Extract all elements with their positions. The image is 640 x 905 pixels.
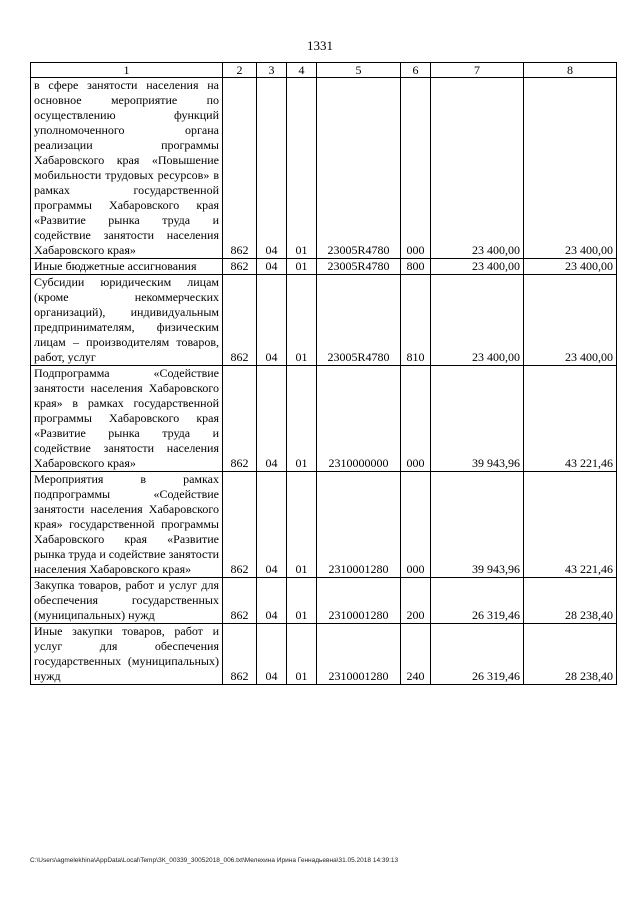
row-description: Мероприятия в рамках подпрограммы «Содействие занятости населения Хабаровского края» государственной программы Хабаровского края «Развитие рынка труда и содействие занятости населения Хабаровского края»	[31, 472, 223, 578]
subsection-code: 01	[287, 259, 317, 275]
header-row	[31, 63, 617, 78]
target-article-code: 2310001280	[317, 578, 401, 624]
section-code: 04	[257, 366, 287, 472]
section-code: 04	[257, 624, 287, 685]
header-cell: 8	[524, 63, 617, 78]
expense-type-code: 240	[401, 624, 431, 685]
row-description: в сфере занятости населения на основное мероприятие по осуществлению функций уполномоченного органа реализации программы Хабаровского края «Повышение мобильности трудовых ресурсов» в рамках государственной программы Хабаровского края «Развитие рынка труда и содействие занятости населения Хабаровского края»	[31, 78, 223, 259]
header-cell: 7	[431, 63, 524, 78]
subsection-code: 01	[287, 624, 317, 685]
amount-col-8: 43 221,46	[524, 472, 617, 578]
target-article-code: 23005R4780	[317, 275, 401, 366]
ministry-code: 862	[223, 275, 257, 366]
section-code: 04	[257, 578, 287, 624]
table-row	[31, 578, 617, 624]
target-article-code: 2310001280	[317, 472, 401, 578]
row-description: Подпрограмма «Содействие занятости населения Хабаровского края» в рамках государственной программы Хабаровского края «Развитие рынка труда и содействие занятости населения Хабаровского края»	[31, 366, 223, 472]
section-code: 04	[257, 78, 287, 259]
subsection-code: 01	[287, 78, 317, 259]
section-code: 04	[257, 275, 287, 366]
ministry-code: 862	[223, 259, 257, 275]
target-article-code: 23005R4780	[317, 78, 401, 259]
section-code: 04	[257, 259, 287, 275]
target-article-code: 2310001280	[317, 624, 401, 685]
ministry-code: 862	[223, 624, 257, 685]
budget-table	[30, 62, 617, 685]
amount-col-7: 26 319,46	[431, 578, 524, 624]
amount-col-8: 28 238,40	[524, 624, 617, 685]
amount-col-7: 39 943,96	[431, 472, 524, 578]
header-cell: 1	[31, 63, 223, 78]
subsection-code: 01	[287, 578, 317, 624]
ministry-code: 862	[223, 78, 257, 259]
row-description: Закупка товаров, работ и услуг для обеспечения государственных (муниципальных) нужд	[31, 578, 223, 624]
table-row	[31, 78, 617, 259]
row-description: Иные бюджетные ассигнования	[31, 259, 223, 275]
amount-col-7: 23 400,00	[431, 259, 524, 275]
table-row	[31, 259, 617, 275]
amount-col-7: 23 400,00	[431, 275, 524, 366]
header-cell: 4	[287, 63, 317, 78]
file-path-footer: C:\Users\agmelekhina\AppData\Local\Temp\ЗК_00339_30052018_006.txt\Мелехина Ирина Геннадьевна\31.05.2018 14:39:13	[30, 857, 399, 864]
header-cell: 3	[257, 63, 287, 78]
header-cell: 6	[401, 63, 431, 78]
amount-col-8: 23 400,00	[524, 275, 617, 366]
ministry-code: 862	[223, 578, 257, 624]
amount-col-7: 23 400,00	[431, 78, 524, 259]
amount-col-8: 43 221,46	[524, 366, 617, 472]
expense-type-code: 000	[401, 472, 431, 578]
table-row	[31, 366, 617, 472]
table-row	[31, 472, 617, 578]
expense-type-code: 000	[401, 366, 431, 472]
section-code: 04	[257, 472, 287, 578]
subsection-code: 01	[287, 275, 317, 366]
subsection-code: 01	[287, 366, 317, 472]
ministry-code: 862	[223, 472, 257, 578]
amount-col-8: 23 400,00	[524, 259, 617, 275]
page-number: 1331	[307, 38, 333, 53]
row-description: Субсидии юридическим лицам (кроме некоммерческих организаций), индивидуальным предпринимателям, физическим лицам – производителям товаров, работ, услуг	[31, 275, 223, 366]
table-row	[31, 275, 617, 366]
amount-col-8: 23 400,00	[524, 78, 617, 259]
header-cell: 2	[223, 63, 257, 78]
expense-type-code: 810	[401, 275, 431, 366]
subsection-code: 01	[287, 472, 317, 578]
expense-type-code: 800	[401, 259, 431, 275]
header-cell: 5	[317, 63, 401, 78]
table-row	[31, 624, 617, 685]
target-article-code: 2310000000	[317, 366, 401, 472]
row-description: Иные закупки товаров, работ и услуг для обеспечения государственных (муниципальных) нужд	[31, 624, 223, 685]
amount-col-7: 26 319,46	[431, 624, 524, 685]
ministry-code: 862	[223, 366, 257, 472]
target-article-code: 23005R4780	[317, 259, 401, 275]
amount-col-7: 39 943,96	[431, 366, 524, 472]
amount-col-8: 28 238,40	[524, 578, 617, 624]
expense-type-code: 200	[401, 578, 431, 624]
expense-type-code: 000	[401, 78, 431, 259]
